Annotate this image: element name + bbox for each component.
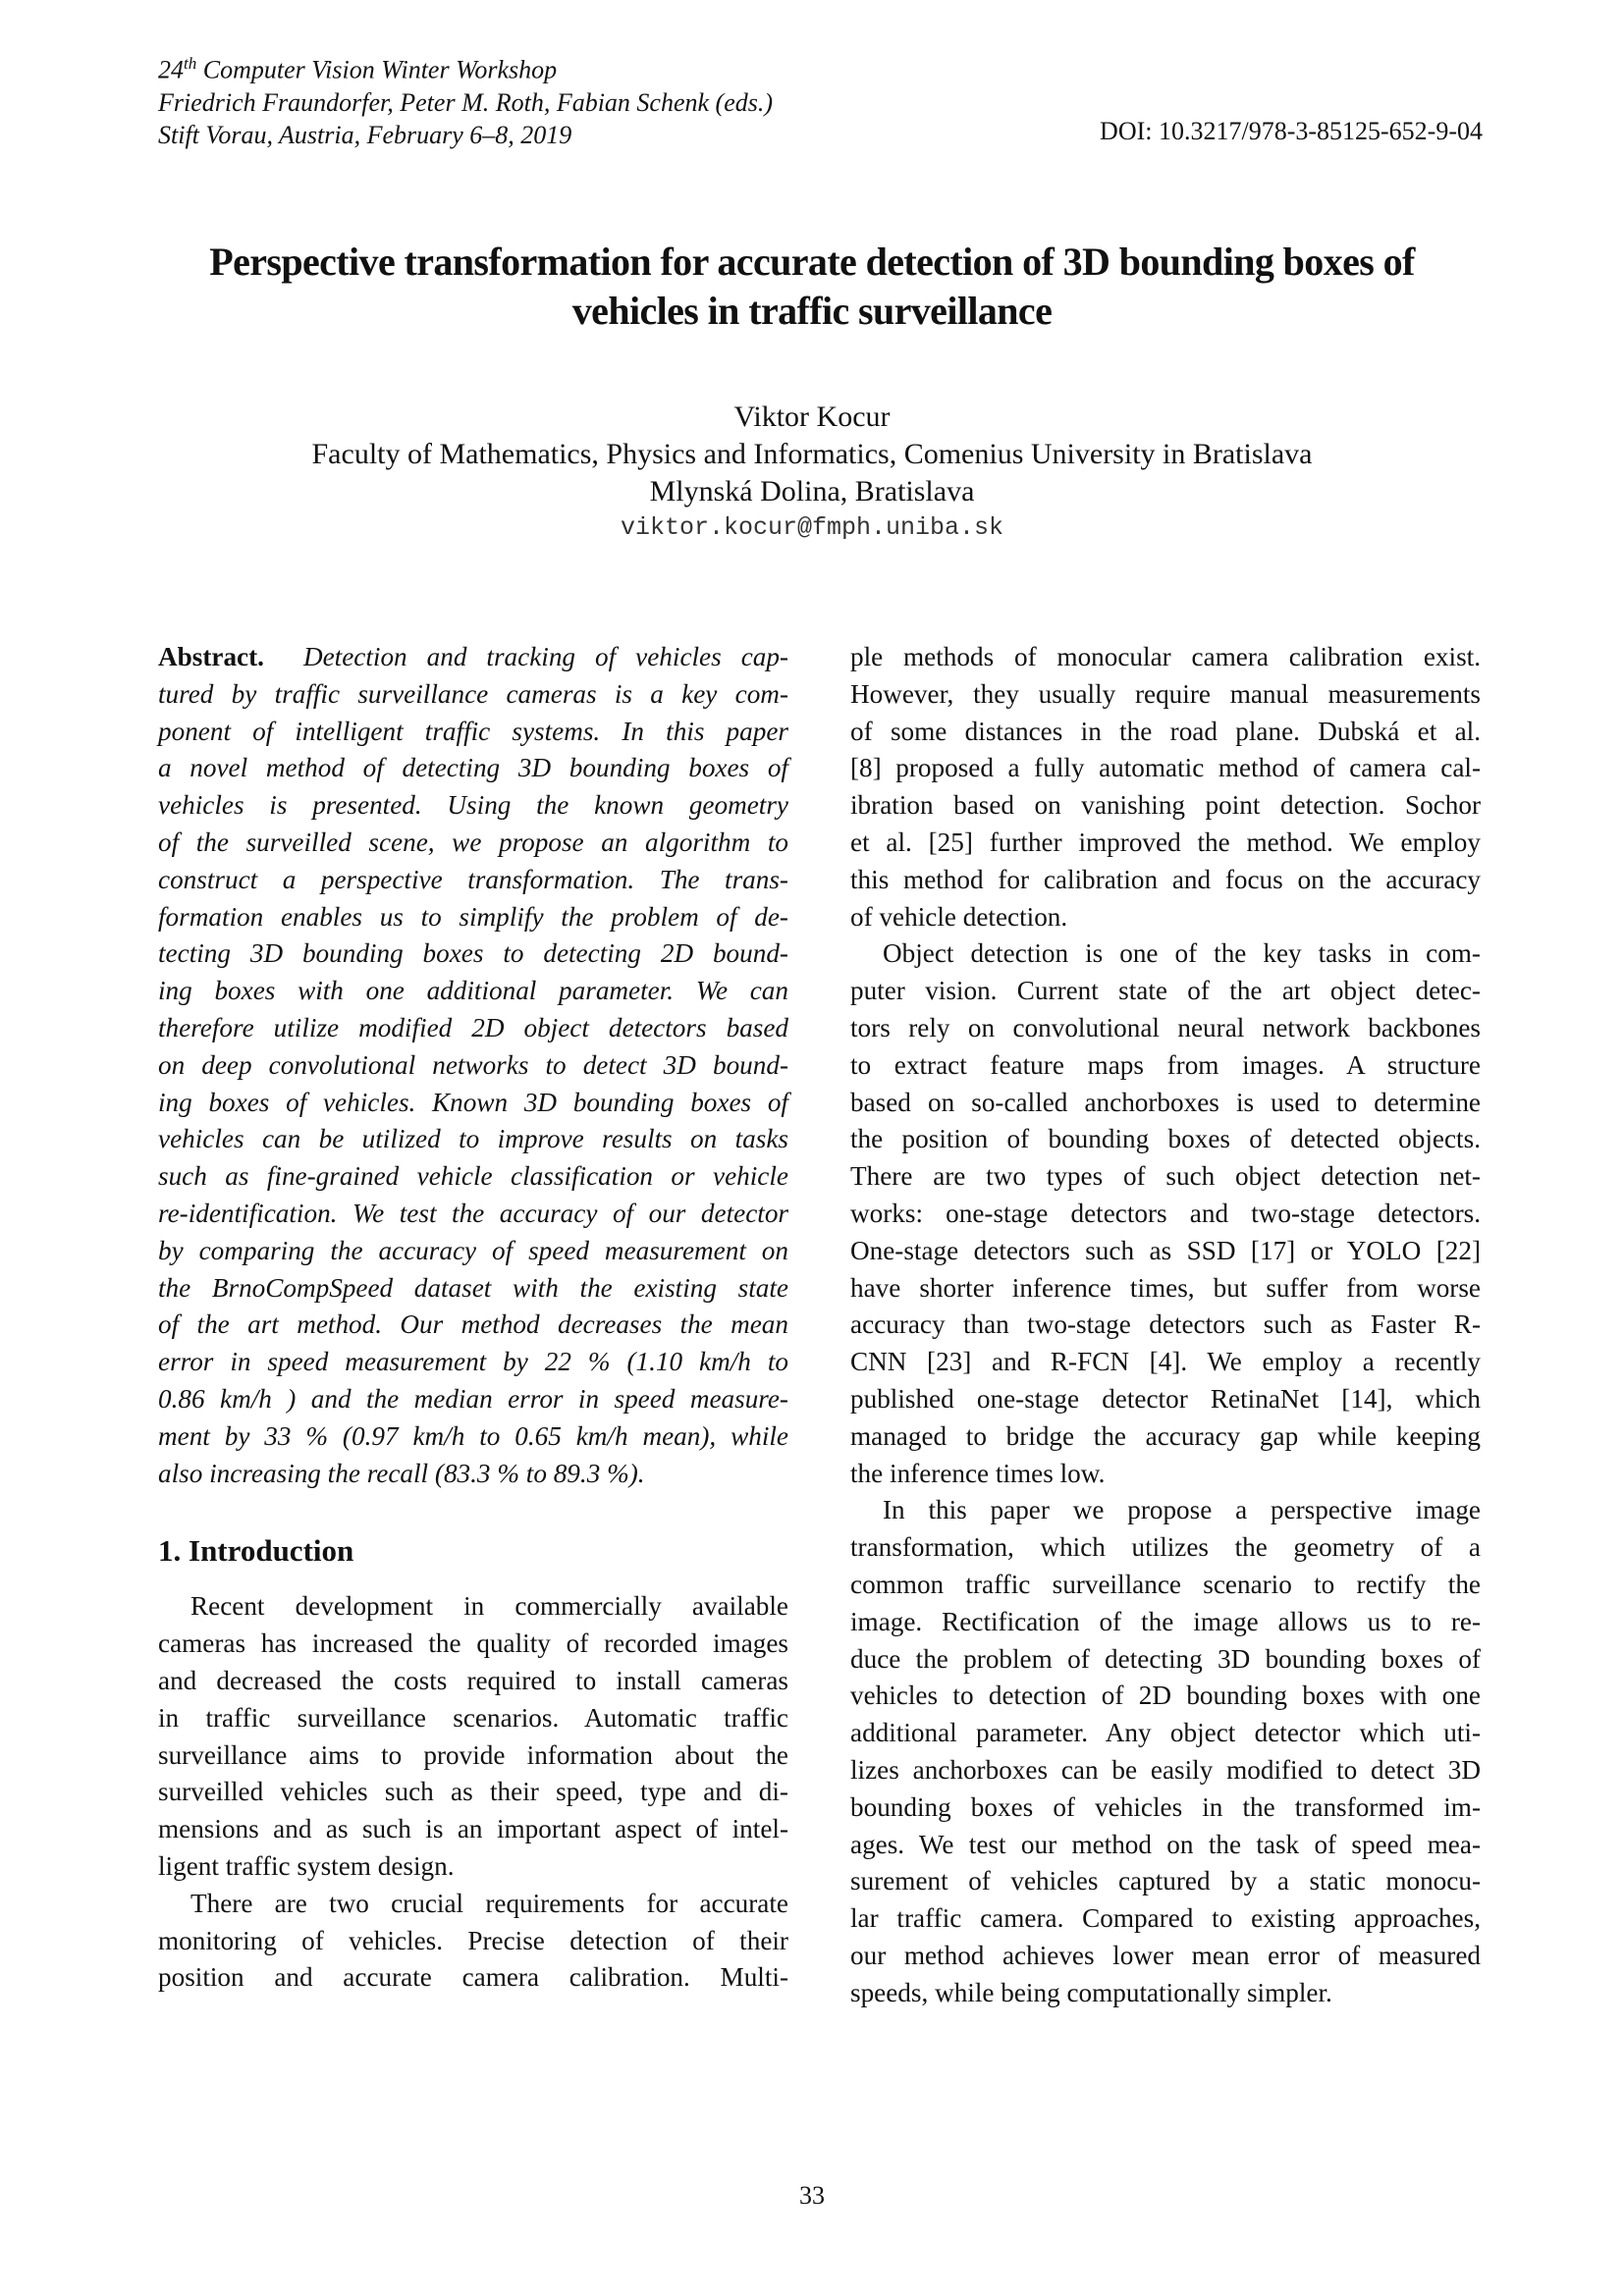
text-line: based on so-called anchorboxes is used to determine <box>850 1087 1481 1117</box>
abstract-line: tecting 3D bounding boxes to detecting 2D bound- <box>158 938 788 969</box>
text-line: monitoring of vehicles. Precise detection of their <box>158 1925 788 1955</box>
paper-title <box>157 238 1467 336</box>
text-line: speeds, while being computationally simpler. <box>850 1977 1332 2007</box>
abstract-line: ing boxes with one additional parameter. We can <box>158 976 788 1006</box>
abstract-line: therefore utilize modified 2D object detectors based <box>158 1012 788 1042</box>
author-affiliation: Faculty of Mathematics, Physics and Informatics, Comenius University in Bratislava <box>311 438 1313 470</box>
left-column <box>158 639 788 1997</box>
text-line: ibration based on vanishing point detection. Sochor <box>850 790 1481 821</box>
text-line: published one-stage detector RetinaNet [14], which <box>850 1383 1481 1414</box>
abstract-line: tured by traffic surveillance cameras is a key com- <box>158 678 788 709</box>
conference-header <box>158 47 773 151</box>
abstract-line: ment by 33 % (0.97 km/h to 0.65 km/h mean), while <box>158 1420 788 1451</box>
text-line: There are two crucial requirements for accurate <box>190 1888 788 1918</box>
text-line: surveilled vehicles such as their speed, type and di- <box>158 1777 788 1807</box>
text-line: tors rely on convolutional neural network backbones <box>850 1012 1481 1042</box>
text-line: ple methods of monocular camera calibration exist. <box>850 642 1481 671</box>
abstract-line: formation enables us to simplify the problem of de- <box>158 901 788 932</box>
abstract-line: ing boxes of vehicles. Known 3D bounding boxes of <box>158 1087 788 1117</box>
text-line: ages. We test our method on the task of speed mea- <box>850 1829 1481 1859</box>
text-line: the position of bounding boxes of detected objects. <box>850 1124 1481 1154</box>
author-block <box>157 399 1467 546</box>
text-line: in traffic surveillance scenarios. Automatic traffic <box>158 1702 788 1733</box>
text-line: In this paper we propose a perspective image <box>883 1495 1481 1525</box>
text-line: of vehicle detection. <box>850 901 1068 932</box>
abstract-line: by comparing the accuracy of speed measurement on <box>158 1235 788 1265</box>
abstract-line: of the art method. Our method decreases the mean <box>158 1309 788 1340</box>
intro-paragraph-3 <box>850 935 1481 1492</box>
right-column <box>850 639 1481 2011</box>
intro-paragraph-1 <box>158 1588 788 1885</box>
abstract-line: on deep convolutional networks to detect 3D bound- <box>158 1049 788 1080</box>
text-line: additional parameter. Any object detector which uti- <box>850 1718 1481 1748</box>
abstract-line: also increasing the recall (83.3 % to 89.3 %). <box>158 1458 645 1488</box>
title-line-2: vehicles in traffic surveillance <box>571 289 1053 333</box>
abstract-line: vehicles is presented. Using the known geometry <box>158 790 788 821</box>
text-line: CNN [23] and R-FCN [4]. We employ a recently <box>850 1347 1481 1377</box>
author-name: Viktor Kocur <box>733 400 891 433</box>
abstract-line: re-identification. We test the accuracy of our detector <box>158 1198 788 1228</box>
text-line: mensions and as such is an important aspect of intel- <box>158 1814 788 1844</box>
text-line: vehicles to detection of 2D bounding boxes with one <box>850 1681 1481 1711</box>
section-heading-introduction: 1. Introduction <box>158 1533 354 1569</box>
author-address: Mlynská Dolina, Bratislava <box>649 475 975 507</box>
text-line: the inference times low. <box>850 1458 1106 1488</box>
editors: Friedrich Fraundorfer, Peter M. Roth, Fabian Schenk (eds.) <box>158 87 774 117</box>
abstract <box>158 639 788 1492</box>
text-line: One-stage detectors such as SSD [17] or YOLO [22] <box>850 1235 1481 1265</box>
abstract-line <box>158 639 788 676</box>
text-line: duce the problem of detecting 3D bounding boxes of <box>850 1643 1481 1674</box>
text-line: have shorter inference times, but suffer from worse <box>850 1272 1481 1303</box>
text-line: common traffic surveillance scenario to rectify the <box>850 1569 1481 1599</box>
text-line: cameras has increased the quality of recorded images <box>158 1629 788 1659</box>
text-line: image. Rectification of the image allows us to re- <box>850 1606 1481 1636</box>
text-line: our method achieves lower mean error of measured <box>850 1940 1481 1970</box>
title-line-1: Perspective transformation for accurate detection of 3D bounding boxes of <box>209 240 1415 284</box>
conference-name: Computer Vision Winter Workshop <box>202 55 558 84</box>
text-line: surveillance aims to provide information about the <box>158 1739 788 1770</box>
author-email[interactable]: viktor.kocur@fmph.uniba.sk <box>620 513 1004 542</box>
intro-paragraph-4 <box>850 1492 1481 2011</box>
text-line: position and accurate camera calibration. Multi- <box>158 1962 788 1993</box>
text-line: lizes anchorboxes can be easily modified to detect 3D <box>850 1754 1481 1785</box>
abstract-line: error in speed measurement by 22 % (1.10 km/h to <box>158 1347 788 1377</box>
text-line: lar traffic camera. Compared to existing approaches, <box>850 1903 1481 1934</box>
intro-paragraph-2-continued <box>850 639 1481 935</box>
abstract-label: Abstract. <box>158 642 264 671</box>
abstract-line: the BrnoCompSpeed dataset with the existing state <box>158 1272 788 1303</box>
text-line: to extract feature maps from images. A structure <box>850 1049 1481 1080</box>
text-line: [8] proposed a fully automatic method of camera cal- <box>850 753 1481 783</box>
text-line: However, they usually require manual measurements <box>850 678 1481 709</box>
text-line: et al. [25] further improved the method. We employ <box>850 827 1481 857</box>
text-line: There are two types of such object detection net- <box>850 1161 1481 1192</box>
text-line: works: one-stage detectors and two-stage detectors. <box>850 1198 1481 1228</box>
text-line: transformation, which utilizes the geometry of a <box>850 1532 1481 1563</box>
text-line: bounding boxes of vehicles in the transformed im- <box>850 1791 1481 1822</box>
text-line: ligent traffic system design. <box>158 1850 455 1881</box>
text-line: of some distances in the road plane. Dubská et al. <box>850 716 1481 746</box>
abstract-line: construct a perspective transformation. The trans- <box>158 864 788 894</box>
abstract-line: vehicles can be utilized to improve results on tasks <box>158 1124 788 1154</box>
text-line: this method for calibration and focus on the accuracy <box>850 864 1481 894</box>
abstract-line: a novel method of detecting 3D bounding boxes of <box>158 753 788 783</box>
text-line: accuracy than two-stage detectors such as Faster R- <box>850 1309 1481 1340</box>
page-number: 33 <box>799 2181 825 2210</box>
location-date: Stift Vorau, Austria, February 6–8, 2019 <box>158 120 572 149</box>
conference-ordinal: 24 <box>158 55 184 84</box>
abstract-text: Detection and tracking of vehicles cap- <box>302 642 789 671</box>
abstract-line: 0.86 km/h ) and the median error in speed measure- <box>158 1383 788 1414</box>
text-line: managed to bridge the accuracy gap while keeping <box>850 1420 1481 1451</box>
text-line: Object detection is one of the key tasks in com- <box>883 938 1481 969</box>
text-line: surement of vehicles captured by a static monocu- <box>850 1866 1481 1896</box>
abstract-line: ponent of intelligent traffic systems. In this paper <box>158 716 788 746</box>
text-line: Recent development in commercially available <box>190 1591 788 1622</box>
conference-title <box>158 47 773 86</box>
abstract-line: such as fine-grained vehicle classification or vehicle <box>158 1161 788 1192</box>
abstract-line: of the surveilled scene, we propose an algorithm to <box>158 827 788 857</box>
ordinal-suffix: th <box>184 54 197 73</box>
text-line: and decreased the costs required to install cameras <box>158 1665 788 1695</box>
intro-paragraph-2 <box>158 1886 788 1997</box>
doi: DOI: 10.3217/978-3-85125-652-9-04 <box>1100 117 1483 145</box>
text-line: puter vision. Current state of the art object detec- <box>850 976 1481 1006</box>
